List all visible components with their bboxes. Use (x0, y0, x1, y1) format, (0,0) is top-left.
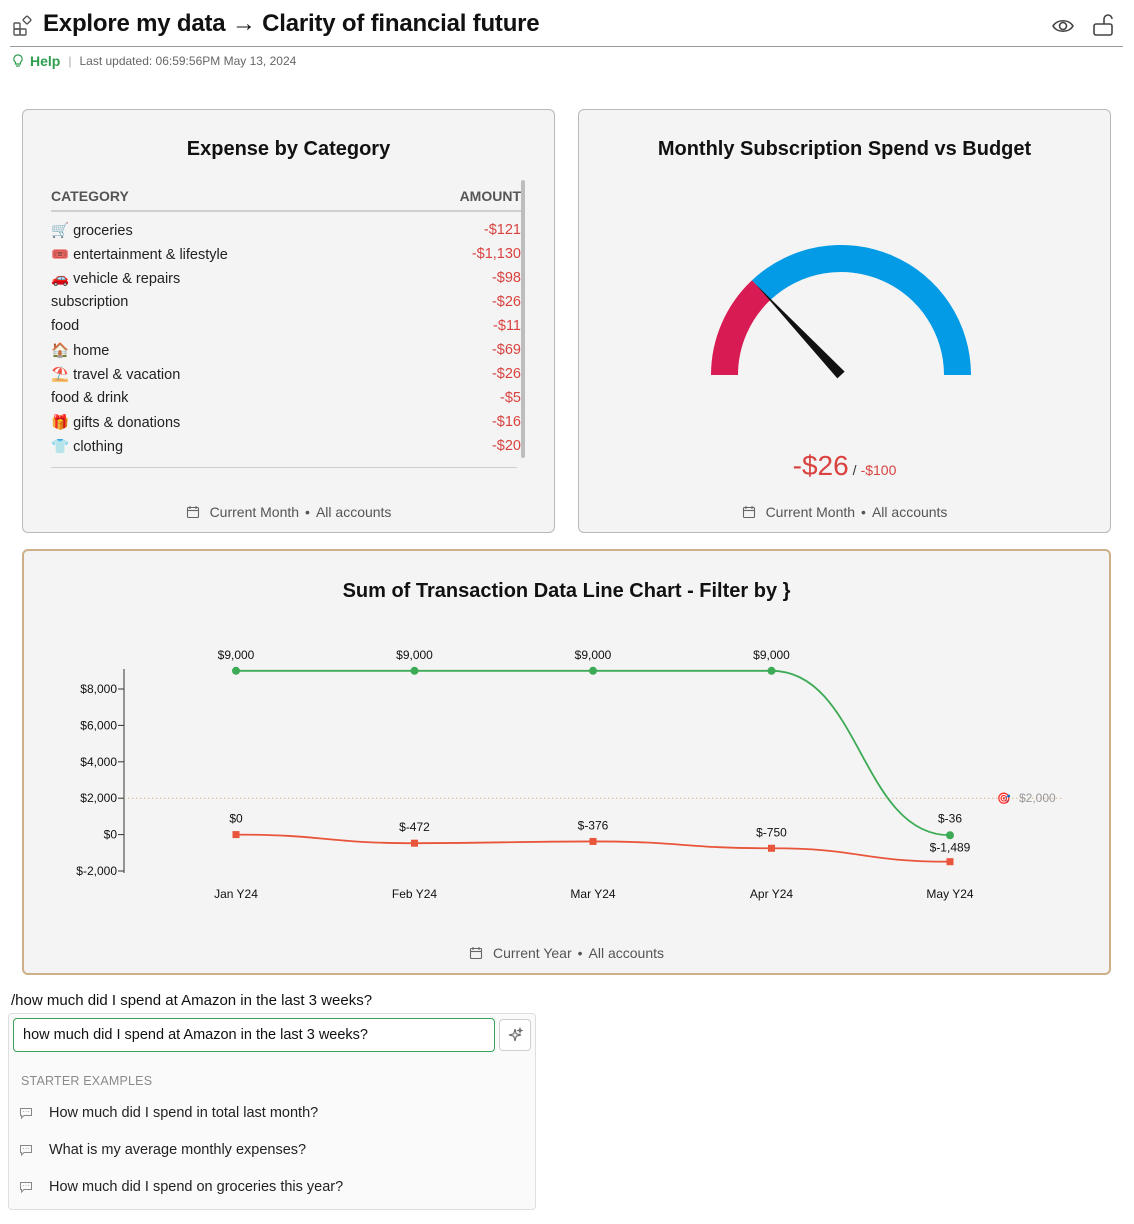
expense-amount: -$121 (483, 222, 521, 238)
query-echo: /how much did I spend at Amazon in the last 3 weeks? (11, 992, 373, 1009)
gauge-card (578, 109, 1111, 533)
category-emoji-icon: 🎟️ (51, 247, 70, 263)
expense-card-footer (23, 504, 554, 520)
gauge-separator: / (852, 462, 857, 478)
series-point (590, 838, 597, 845)
eye-icon[interactable] (1051, 15, 1075, 37)
expense-row[interactable] (51, 412, 521, 436)
starter-example[interactable] (9, 1098, 535, 1128)
category-name: subscription (51, 294, 129, 310)
expense-category (51, 438, 123, 455)
starter-example-text: What is my average monthly expenses? (49, 1142, 307, 1158)
data-label: $9,000 (396, 647, 433, 662)
category-emoji-icon: 🛒 (51, 223, 70, 239)
expense-row[interactable] (51, 268, 521, 292)
category-name: food & drink (51, 390, 129, 406)
y-tick-label: $0 (103, 827, 117, 842)
category-emoji-icon: 🎁 (51, 415, 70, 431)
x-tick-label: May Y24 (926, 887, 974, 901)
expense-row[interactable] (51, 364, 521, 388)
page-header (10, 6, 1123, 47)
line-chart (24, 551, 1109, 931)
expense-card (22, 109, 555, 533)
expense-row[interactable] (51, 316, 521, 340)
expense-row[interactable] (51, 340, 521, 364)
data-label: $9,000 (574, 647, 612, 662)
expense-category (51, 246, 228, 263)
footer-accounts: All accounts (315, 504, 392, 520)
footer-dot: • (577, 945, 583, 961)
footer-period: Current Year (493, 945, 572, 961)
y-tick-label: $8,000 (80, 682, 117, 696)
gauge-card-footer (579, 504, 1110, 520)
separator: | (68, 54, 72, 68)
page-title: Explore my data → Clarity of financial future (43, 10, 540, 37)
sparkle-icon (507, 1027, 523, 1043)
expense-row[interactable] (51, 436, 521, 460)
table-scrollbar[interactable] (521, 180, 525, 458)
series-point (947, 858, 954, 865)
table-divider (51, 467, 517, 468)
starter-examples-heading: STARTER EXAMPLES (21, 1074, 153, 1088)
series-point (589, 667, 597, 675)
expense-category (51, 270, 180, 287)
x-tick-label: Apr Y24 (749, 887, 794, 901)
line-chart-title: Sum of Transaction Data Line Chart - Filter by } (342, 580, 791, 602)
expense-amount: -$1,130 (471, 246, 521, 262)
target-label: $2,000 (1019, 791, 1056, 806)
footer-period: Current Month (209, 504, 300, 520)
x-tick-label: Jan Y24 (214, 887, 258, 901)
expense-row[interactable] (51, 292, 521, 316)
column-category[interactable]: CATEGORY (51, 188, 129, 204)
series-point (232, 667, 240, 675)
gauge-chart (579, 110, 1112, 410)
category-emoji-icon: 🚗 (51, 271, 70, 287)
chat-bubble-icon (19, 1143, 33, 1157)
last-updated: Last updated: 06:59:56PM May 13, 2024 (79, 54, 297, 68)
footer-accounts: All accounts (588, 945, 664, 961)
series-point (411, 840, 418, 847)
category-name: clothing (73, 439, 124, 455)
category-emoji-icon: 🏠 (51, 343, 70, 359)
series-point (768, 845, 775, 852)
starter-example[interactable] (9, 1172, 535, 1202)
expense-amount: -$98 (491, 270, 521, 286)
expense-row[interactable] (51, 388, 521, 412)
series-point (768, 667, 776, 675)
gauge-value: -$26 (792, 450, 849, 481)
footer-accounts: All accounts (871, 504, 948, 520)
line-chart-card (22, 549, 1111, 975)
chat-bubble-icon (19, 1106, 33, 1120)
footer-period: Current Month (765, 504, 856, 520)
expense-category (51, 366, 180, 383)
category-name: travel & vacation (73, 367, 181, 383)
line-chart-footer (24, 945, 1109, 961)
series-line (236, 671, 950, 835)
query-input[interactable] (13, 1018, 495, 1052)
data-label: $-472 (399, 820, 430, 835)
category-name: food (51, 318, 80, 334)
data-label: $-376 (577, 818, 609, 833)
calendar-icon (186, 505, 200, 519)
starter-example-text: How much did I spend on groceries this year? (49, 1179, 344, 1195)
category-name: vehicle & repairs (73, 271, 181, 287)
category-emoji-icon: ⛱️ (51, 367, 70, 383)
apps-icon (12, 15, 34, 37)
expense-category (51, 222, 133, 239)
data-label: $-36 (937, 811, 963, 826)
expense-amount: -$26 (491, 294, 521, 310)
expense-category (51, 342, 109, 359)
expense-category (51, 414, 180, 431)
calendar-icon (742, 505, 756, 519)
lightbulb-icon (12, 54, 24, 68)
data-label: $9,000 (753, 647, 790, 662)
gauge-spent-arc (711, 280, 770, 375)
gauge-card-title: Monthly Subscription Spend vs Budget (657, 138, 1032, 160)
footer-dot: • (861, 504, 866, 520)
expense-row[interactable] (51, 244, 521, 268)
x-tick-label: Feb Y24 (391, 887, 438, 901)
expense-table-body (51, 220, 521, 460)
unlock-icon[interactable] (1092, 13, 1114, 37)
series-point (233, 831, 240, 838)
data-label: $9,000 (217, 647, 255, 662)
gauge-value-readout (579, 450, 1110, 482)
expense-amount: -$26 (491, 366, 521, 382)
gauge-budget: -$100 (860, 462, 897, 478)
series-point (411, 667, 419, 675)
expense-category (51, 294, 128, 310)
y-tick-label: $4,000 (80, 754, 117, 769)
expense-amount: -$20 (491, 438, 521, 454)
column-amount[interactable]: AMOUNT (459, 188, 521, 204)
expense-amount: -$16 (491, 414, 521, 430)
y-tick-label: $-2,000 (76, 864, 117, 878)
header-subbar (12, 52, 296, 70)
expense-row[interactable] (51, 220, 521, 244)
x-tick-label: Mar Y24 (570, 887, 616, 901)
data-label: $-1,489 (929, 840, 971, 855)
y-tick-label: $6,000 (80, 718, 117, 733)
category-emoji-icon: 👕 (51, 439, 70, 455)
chat-bubble-icon (19, 1180, 33, 1194)
category-name: groceries (73, 223, 133, 239)
expense-amount: -$5 (500, 390, 521, 406)
gauge-remaining-arc (752, 245, 971, 375)
expense-table-header (51, 188, 521, 212)
ai-submit-button[interactable] (499, 1019, 531, 1051)
category-name: gifts & donations (73, 415, 181, 431)
category-name: entertainment & lifestyle (73, 247, 228, 263)
expense-amount: -$11 (493, 318, 521, 334)
expense-category (51, 318, 79, 334)
starter-example[interactable] (9, 1135, 535, 1165)
y-tick-label: $2,000 (80, 791, 117, 806)
target-icon: 🎯 (997, 793, 1011, 806)
category-name: home (73, 343, 110, 359)
starter-example-text: How much did I spend in total last month? (49, 1105, 319, 1121)
calendar-icon (469, 946, 483, 960)
footer-dot: • (305, 504, 310, 520)
expense-category (51, 390, 128, 406)
help-link[interactable]: Help (30, 53, 61, 69)
query-panel (8, 1013, 536, 1210)
expense-amount: -$69 (491, 342, 521, 358)
series-point (946, 831, 954, 839)
data-label: $0 (229, 811, 243, 826)
expense-card-title: Expense by Category (186, 138, 391, 160)
data-label: $-750 (756, 825, 787, 840)
gauge-needle (755, 284, 844, 379)
